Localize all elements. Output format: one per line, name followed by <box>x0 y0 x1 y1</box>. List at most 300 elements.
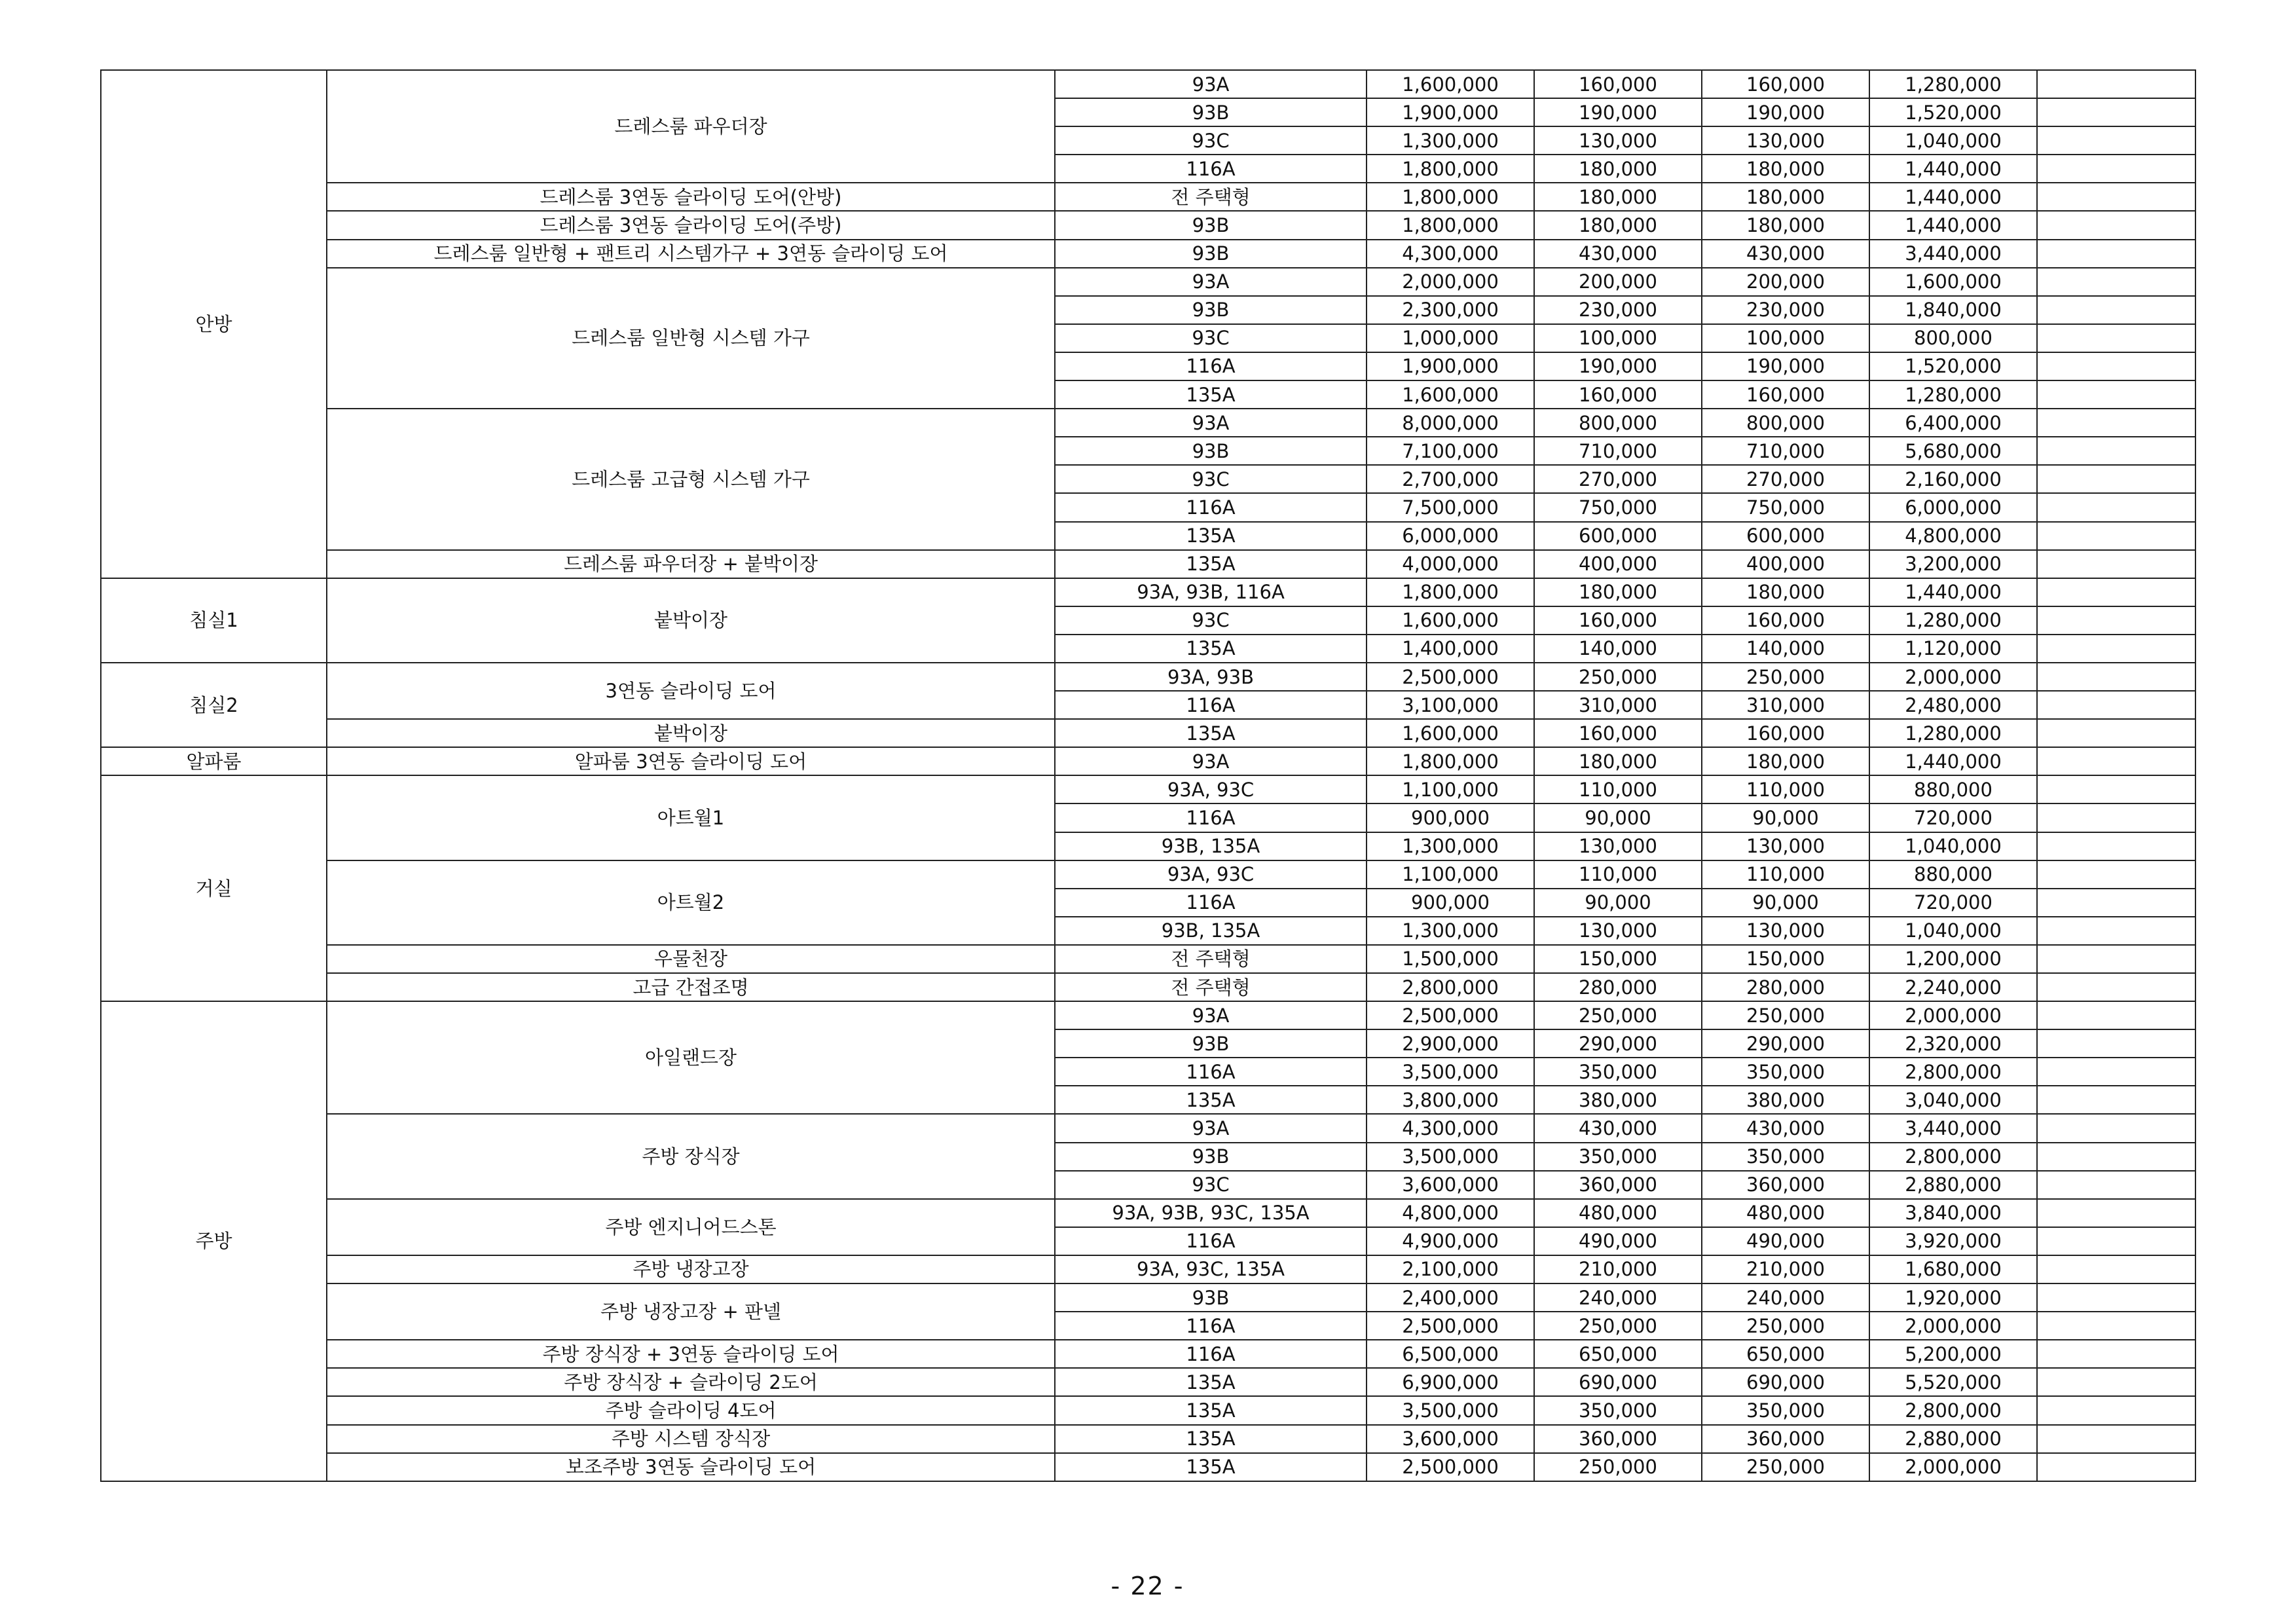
price-cell: 2,500,000 <box>1367 1312 1534 1340</box>
balance-2-cell: 1,040,000 <box>1869 126 2037 155</box>
balance-2-cell: 3,920,000 <box>1869 1227 2037 1255</box>
housing-type-cell: 93C <box>1055 1171 1367 1199</box>
note-cell <box>2037 1114 2195 1142</box>
price-cell: 1,800,000 <box>1367 211 1534 239</box>
note-cell <box>2037 1340 2195 1368</box>
down-payment-cell: 350,000 <box>1534 1143 1702 1171</box>
housing-type-cell: 93A, 93C, 135A <box>1055 1255 1367 1283</box>
down-payment-cell: 600,000 <box>1534 522 1702 550</box>
note-cell <box>2037 1086 2195 1114</box>
price-cell: 1,600,000 <box>1367 719 1534 747</box>
note-cell <box>2037 973 2195 1001</box>
price-cell: 1,600,000 <box>1367 606 1534 635</box>
housing-type-cell: 93B, 135A <box>1055 917 1367 945</box>
balance-1-cell: 180,000 <box>1702 183 1869 211</box>
down-payment-cell: 710,000 <box>1534 437 1702 465</box>
item-name-cell: 드레스룸 파우더장 <box>327 70 1055 183</box>
price-cell: 900,000 <box>1367 803 1534 832</box>
item-name-cell: 주방 냉장고장 <box>327 1255 1055 1283</box>
room-cell: 안방 <box>101 70 327 578</box>
balance-2-cell: 1,200,000 <box>1869 945 2037 973</box>
housing-type-cell: 93B <box>1055 1143 1367 1171</box>
down-payment-cell: 650,000 <box>1534 1340 1702 1368</box>
balance-1-cell: 90,000 <box>1702 889 1869 917</box>
balance-1-cell: 280,000 <box>1702 973 1869 1001</box>
housing-type-cell: 93A <box>1055 409 1367 437</box>
price-cell: 7,100,000 <box>1367 437 1534 465</box>
balance-1-cell: 430,000 <box>1702 240 1869 268</box>
balance-2-cell: 5,520,000 <box>1869 1368 2037 1396</box>
down-payment-cell: 200,000 <box>1534 268 1702 296</box>
balance-2-cell: 2,480,000 <box>1869 691 2037 719</box>
price-cell: 1,500,000 <box>1367 945 1534 973</box>
note-cell <box>2037 945 2195 973</box>
balance-2-cell: 2,800,000 <box>1869 1143 2037 1171</box>
note-cell <box>2037 1368 2195 1396</box>
balance-2-cell: 1,520,000 <box>1869 352 2037 380</box>
down-payment-cell: 280,000 <box>1534 973 1702 1001</box>
price-cell: 4,800,000 <box>1367 1199 1534 1227</box>
item-name-cell: 주방 장식장 + 3연동 슬라이딩 도어 <box>327 1340 1055 1368</box>
housing-type-cell: 135A <box>1055 719 1367 747</box>
note-cell <box>2037 550 2195 578</box>
balance-1-cell: 250,000 <box>1702 663 1869 691</box>
note-cell <box>2037 635 2195 663</box>
price-cell: 3,600,000 <box>1367 1171 1534 1199</box>
balance-2-cell: 2,000,000 <box>1869 1001 2037 1029</box>
price-cell: 1,900,000 <box>1367 98 1534 126</box>
price-cell: 2,400,000 <box>1367 1283 1534 1312</box>
note-cell <box>2037 1029 2195 1058</box>
balance-2-cell: 3,200,000 <box>1869 550 2037 578</box>
price-cell: 1,300,000 <box>1367 126 1534 155</box>
item-name-cell: 붙박이장 <box>327 578 1055 663</box>
table-row <box>101 409 2195 437</box>
housing-type-cell: 93C <box>1055 465 1367 493</box>
price-cell: 1,800,000 <box>1367 155 1534 183</box>
price-cell: 6,500,000 <box>1367 1340 1534 1368</box>
balance-1-cell: 100,000 <box>1702 324 1869 352</box>
balance-2-cell: 4,800,000 <box>1869 522 2037 550</box>
down-payment-cell: 100,000 <box>1534 324 1702 352</box>
balance-1-cell: 90,000 <box>1702 803 1869 832</box>
item-name-cell: 주방 엔지니어드스톤 <box>327 1199 1055 1255</box>
down-payment-cell: 400,000 <box>1534 550 1702 578</box>
table-row <box>101 945 2195 973</box>
balance-2-cell: 800,000 <box>1869 324 2037 352</box>
balance-2-cell: 2,160,000 <box>1869 465 2037 493</box>
item-name-cell: 드레스룸 3연동 슬라이딩 도어(주방) <box>327 211 1055 239</box>
balance-1-cell: 360,000 <box>1702 1425 1869 1453</box>
note-cell <box>2037 352 2195 380</box>
price-cell: 3,500,000 <box>1367 1143 1534 1171</box>
item-name-cell: 붙박이장 <box>327 719 1055 747</box>
room-cell: 알파룸 <box>101 747 327 775</box>
down-payment-cell: 250,000 <box>1534 663 1702 691</box>
balance-1-cell: 180,000 <box>1702 747 1869 775</box>
balance-1-cell: 200,000 <box>1702 268 1869 296</box>
balance-2-cell: 3,440,000 <box>1869 1114 2037 1142</box>
down-payment-cell: 130,000 <box>1534 917 1702 945</box>
item-name-cell: 주방 냉장고장 + 판넬 <box>327 1283 1055 1340</box>
table-row <box>101 578 2195 606</box>
room-cell: 침실2 <box>101 663 327 747</box>
balance-1-cell: 360,000 <box>1702 1171 1869 1199</box>
housing-type-cell: 93B <box>1055 98 1367 126</box>
down-payment-cell: 180,000 <box>1534 211 1702 239</box>
table-row <box>101 1396 2195 1424</box>
balance-1-cell: 250,000 <box>1702 1001 1869 1029</box>
housing-type-cell: 93A <box>1055 70 1367 98</box>
note-cell <box>2037 465 2195 493</box>
table-row <box>101 973 2195 1001</box>
note-cell <box>2037 917 2195 945</box>
item-name-cell: 드레스룸 3연동 슬라이딩 도어(안방) <box>327 183 1055 211</box>
balance-1-cell: 110,000 <box>1702 860 1869 889</box>
balance-2-cell: 1,280,000 <box>1869 606 2037 635</box>
balance-1-cell: 130,000 <box>1702 832 1869 860</box>
housing-type-cell: 116A <box>1055 1340 1367 1368</box>
table-row <box>101 211 2195 239</box>
housing-type-cell: 전 주택형 <box>1055 973 1367 1001</box>
balance-1-cell: 290,000 <box>1702 1029 1869 1058</box>
housing-type-cell: 116A <box>1055 889 1367 917</box>
balance-1-cell: 190,000 <box>1702 352 1869 380</box>
note-cell <box>2037 240 2195 268</box>
down-payment-cell: 190,000 <box>1534 98 1702 126</box>
down-payment-cell: 800,000 <box>1534 409 1702 437</box>
balance-2-cell: 2,000,000 <box>1869 1453 2037 1481</box>
housing-type-cell: 93A, 93B <box>1055 663 1367 691</box>
balance-2-cell: 2,880,000 <box>1869 1425 2037 1453</box>
down-payment-cell: 180,000 <box>1534 578 1702 606</box>
table-row <box>101 70 2195 98</box>
balance-2-cell: 3,040,000 <box>1869 1086 2037 1114</box>
balance-1-cell: 190,000 <box>1702 98 1869 126</box>
price-cell: 3,500,000 <box>1367 1396 1534 1424</box>
balance-2-cell: 1,280,000 <box>1869 70 2037 98</box>
item-name-cell: 주방 장식장 <box>327 1114 1055 1198</box>
note-cell <box>2037 1001 2195 1029</box>
balance-1-cell: 430,000 <box>1702 1114 1869 1142</box>
note-cell <box>2037 775 2195 803</box>
housing-type-cell: 135A <box>1055 1425 1367 1453</box>
down-payment-cell: 90,000 <box>1534 889 1702 917</box>
down-payment-cell: 140,000 <box>1534 635 1702 663</box>
price-cell: 1,400,000 <box>1367 635 1534 663</box>
note-cell <box>2037 860 2195 889</box>
note-cell <box>2037 1227 2195 1255</box>
item-name-cell: 알파룸 3연동 슬라이딩 도어 <box>327 747 1055 775</box>
down-payment-cell: 360,000 <box>1534 1171 1702 1199</box>
balance-1-cell: 310,000 <box>1702 691 1869 719</box>
price-cell: 6,000,000 <box>1367 522 1534 550</box>
note-cell <box>2037 1255 2195 1283</box>
balance-1-cell: 160,000 <box>1702 70 1869 98</box>
price-cell: 2,000,000 <box>1367 268 1534 296</box>
balance-2-cell: 720,000 <box>1869 803 2037 832</box>
down-payment-cell: 110,000 <box>1534 775 1702 803</box>
table-row <box>101 240 2195 268</box>
price-cell: 2,900,000 <box>1367 1029 1534 1058</box>
price-cell: 2,700,000 <box>1367 465 1534 493</box>
balance-2-cell: 3,840,000 <box>1869 1199 2037 1227</box>
balance-2-cell: 2,880,000 <box>1869 1171 2037 1199</box>
balance-1-cell: 380,000 <box>1702 1086 1869 1114</box>
balance-1-cell: 270,000 <box>1702 465 1869 493</box>
balance-1-cell: 180,000 <box>1702 578 1869 606</box>
price-cell: 3,500,000 <box>1367 1058 1534 1086</box>
housing-type-cell: 93B <box>1055 296 1367 324</box>
note-cell <box>2037 1396 2195 1424</box>
balance-2-cell: 1,440,000 <box>1869 183 2037 211</box>
price-cell: 3,800,000 <box>1367 1086 1534 1114</box>
balance-1-cell: 650,000 <box>1702 1340 1869 1368</box>
housing-type-cell: 116A <box>1055 155 1367 183</box>
down-payment-cell: 190,000 <box>1534 352 1702 380</box>
note-cell <box>2037 1171 2195 1199</box>
housing-type-cell: 93A <box>1055 1114 1367 1142</box>
housing-type-cell: 93B <box>1055 437 1367 465</box>
item-name-cell: 주방 시스템 장식장 <box>327 1425 1055 1453</box>
room-cell: 침실1 <box>101 578 327 663</box>
housing-type-cell: 135A <box>1055 380 1367 409</box>
housing-type-cell: 전 주택형 <box>1055 183 1367 211</box>
balance-1-cell: 180,000 <box>1702 211 1869 239</box>
table-row <box>101 1368 2195 1396</box>
housing-type-cell: 전 주택형 <box>1055 945 1367 973</box>
housing-type-cell: 135A <box>1055 1368 1367 1396</box>
balance-1-cell: 230,000 <box>1702 296 1869 324</box>
balance-1-cell: 750,000 <box>1702 493 1869 521</box>
item-name-cell: 아트월1 <box>327 775 1055 860</box>
price-cell: 2,500,000 <box>1367 1001 1534 1029</box>
housing-type-cell: 93A, 93B, 93C, 135A <box>1055 1199 1367 1227</box>
price-cell: 2,300,000 <box>1367 296 1534 324</box>
price-cell: 1,600,000 <box>1367 70 1534 98</box>
balance-1-cell: 350,000 <box>1702 1058 1869 1086</box>
balance-2-cell: 1,600,000 <box>1869 268 2037 296</box>
balance-2-cell: 1,440,000 <box>1869 747 2037 775</box>
note-cell <box>2037 493 2195 521</box>
down-payment-cell: 150,000 <box>1534 945 1702 973</box>
item-name-cell: 드레스룸 일반형 + 팬트리 시스템가구 + 3연동 슬라이딩 도어 <box>327 240 1055 268</box>
housing-type-cell: 135A <box>1055 1086 1367 1114</box>
balance-2-cell: 5,200,000 <box>1869 1340 2037 1368</box>
balance-2-cell: 2,000,000 <box>1869 663 2037 691</box>
price-cell: 2,500,000 <box>1367 1453 1534 1481</box>
price-cell: 1,300,000 <box>1367 917 1534 945</box>
item-name-cell: 우물천장 <box>327 945 1055 973</box>
balance-1-cell: 130,000 <box>1702 917 1869 945</box>
housing-type-cell: 135A <box>1055 522 1367 550</box>
price-cell: 4,300,000 <box>1367 240 1534 268</box>
down-payment-cell: 230,000 <box>1534 296 1702 324</box>
down-payment-cell: 750,000 <box>1534 493 1702 521</box>
note-cell <box>2037 889 2195 917</box>
note-cell <box>2037 663 2195 691</box>
housing-type-cell: 93C <box>1055 126 1367 155</box>
balance-2-cell: 1,440,000 <box>1869 578 2037 606</box>
room-cell: 주방 <box>101 1001 327 1481</box>
price-cell: 900,000 <box>1367 889 1534 917</box>
note-cell <box>2037 211 2195 239</box>
note-cell <box>2037 803 2195 832</box>
down-payment-cell: 250,000 <box>1534 1001 1702 1029</box>
balance-2-cell: 2,000,000 <box>1869 1312 2037 1340</box>
table-row <box>101 860 2195 889</box>
down-payment-cell: 160,000 <box>1534 70 1702 98</box>
note-cell <box>2037 380 2195 409</box>
price-cell: 1,800,000 <box>1367 183 1534 211</box>
housing-type-cell: 93A, 93C <box>1055 860 1367 889</box>
balance-2-cell: 2,240,000 <box>1869 973 2037 1001</box>
price-cell: 1,800,000 <box>1367 747 1534 775</box>
item-name-cell: 보조주방 3연동 슬라이딩 도어 <box>327 1453 1055 1481</box>
balance-1-cell: 250,000 <box>1702 1453 1869 1481</box>
housing-type-cell: 93A <box>1055 1001 1367 1029</box>
balance-2-cell: 1,680,000 <box>1869 1255 2037 1283</box>
balance-2-cell: 1,040,000 <box>1869 917 2037 945</box>
balance-1-cell: 480,000 <box>1702 1199 1869 1227</box>
table-row <box>101 719 2195 747</box>
note-cell <box>2037 691 2195 719</box>
balance-1-cell: 130,000 <box>1702 126 1869 155</box>
balance-2-cell: 880,000 <box>1869 775 2037 803</box>
balance-1-cell: 490,000 <box>1702 1227 1869 1255</box>
balance-2-cell: 720,000 <box>1869 889 2037 917</box>
note-cell <box>2037 183 2195 211</box>
note-cell <box>2037 1199 2195 1227</box>
price-cell: 1,800,000 <box>1367 578 1534 606</box>
down-payment-cell: 430,000 <box>1534 240 1702 268</box>
housing-type-cell: 93A <box>1055 747 1367 775</box>
housing-type-cell: 93C <box>1055 324 1367 352</box>
price-cell: 1,900,000 <box>1367 352 1534 380</box>
item-name-cell: 드레스룸 고급형 시스템 가구 <box>327 409 1055 549</box>
item-name-cell: 주방 장식장 + 슬라이딩 2도어 <box>327 1368 1055 1396</box>
down-payment-cell: 160,000 <box>1534 719 1702 747</box>
balance-1-cell: 110,000 <box>1702 775 1869 803</box>
note-cell <box>2037 1058 2195 1086</box>
note-cell <box>2037 70 2195 98</box>
housing-type-cell: 135A <box>1055 1453 1367 1481</box>
housing-type-cell: 93C <box>1055 606 1367 635</box>
housing-type-cell: 116A <box>1055 691 1367 719</box>
note-cell <box>2037 437 2195 465</box>
table-row <box>101 1255 2195 1283</box>
note-cell <box>2037 1312 2195 1340</box>
housing-type-cell: 93A, 93B, 116A <box>1055 578 1367 606</box>
housing-type-cell: 93B <box>1055 211 1367 239</box>
down-payment-cell: 380,000 <box>1534 1086 1702 1114</box>
note-cell <box>2037 719 2195 747</box>
note-cell <box>2037 606 2195 635</box>
balance-1-cell: 210,000 <box>1702 1255 1869 1283</box>
down-payment-cell: 180,000 <box>1534 747 1702 775</box>
balance-1-cell: 250,000 <box>1702 1312 1869 1340</box>
balance-2-cell: 2,800,000 <box>1869 1396 2037 1424</box>
price-cell: 1,300,000 <box>1367 832 1534 860</box>
balance-2-cell: 880,000 <box>1869 860 2037 889</box>
note-cell <box>2037 578 2195 606</box>
down-payment-cell: 360,000 <box>1534 1425 1702 1453</box>
room-cell: 거실 <box>101 775 327 1001</box>
housing-type-cell: 116A <box>1055 352 1367 380</box>
down-payment-cell: 250,000 <box>1534 1312 1702 1340</box>
down-payment-cell: 110,000 <box>1534 860 1702 889</box>
balance-2-cell: 1,520,000 <box>1869 98 2037 126</box>
note-cell <box>2037 98 2195 126</box>
balance-1-cell: 800,000 <box>1702 409 1869 437</box>
price-cell: 1,100,000 <box>1367 775 1534 803</box>
price-cell: 4,900,000 <box>1367 1227 1534 1255</box>
table-row <box>101 663 2195 691</box>
table-row <box>101 1283 2195 1312</box>
down-payment-cell: 210,000 <box>1534 1255 1702 1283</box>
balance-1-cell: 160,000 <box>1702 606 1869 635</box>
down-payment-cell: 350,000 <box>1534 1058 1702 1086</box>
item-name-cell: 3연동 슬라이딩 도어 <box>327 663 1055 719</box>
balance-2-cell: 1,440,000 <box>1869 155 2037 183</box>
table-row <box>101 1453 2195 1481</box>
note-cell <box>2037 155 2195 183</box>
housing-type-cell: 116A <box>1055 493 1367 521</box>
balance-2-cell: 1,280,000 <box>1869 719 2037 747</box>
housing-type-cell: 135A <box>1055 635 1367 663</box>
balance-1-cell: 140,000 <box>1702 635 1869 663</box>
balance-1-cell: 690,000 <box>1702 1368 1869 1396</box>
balance-2-cell: 3,440,000 <box>1869 240 2037 268</box>
note-cell <box>2037 324 2195 352</box>
note-cell <box>2037 832 2195 860</box>
balance-1-cell: 350,000 <box>1702 1143 1869 1171</box>
price-cell: 3,600,000 <box>1367 1425 1534 1453</box>
item-name-cell: 아일랜드장 <box>327 1001 1055 1114</box>
housing-type-cell: 93B <box>1055 1283 1367 1312</box>
down-payment-cell: 250,000 <box>1534 1453 1702 1481</box>
price-cell: 2,500,000 <box>1367 663 1534 691</box>
price-cell: 1,600,000 <box>1367 380 1534 409</box>
balance-2-cell: 2,800,000 <box>1869 1058 2037 1086</box>
balance-1-cell: 350,000 <box>1702 1396 1869 1424</box>
balance-2-cell: 1,920,000 <box>1869 1283 2037 1312</box>
down-payment-cell: 240,000 <box>1534 1283 1702 1312</box>
table-row <box>101 1425 2195 1453</box>
note-cell <box>2037 296 2195 324</box>
price-cell: 4,300,000 <box>1367 1114 1534 1142</box>
balance-1-cell: 150,000 <box>1702 945 1869 973</box>
item-name-cell: 고급 간접조명 <box>327 973 1055 1001</box>
balance-1-cell: 160,000 <box>1702 380 1869 409</box>
down-payment-cell: 310,000 <box>1534 691 1702 719</box>
balance-1-cell: 180,000 <box>1702 155 1869 183</box>
balance-2-cell: 1,120,000 <box>1869 635 2037 663</box>
price-cell: 8,000,000 <box>1367 409 1534 437</box>
down-payment-cell: 290,000 <box>1534 1029 1702 1058</box>
housing-type-cell: 135A <box>1055 550 1367 578</box>
balance-2-cell: 6,000,000 <box>1869 493 2037 521</box>
table-row <box>101 775 2195 803</box>
balance-2-cell: 5,680,000 <box>1869 437 2037 465</box>
table-row <box>101 747 2195 775</box>
note-cell <box>2037 522 2195 550</box>
balance-2-cell: 1,280,000 <box>1869 380 2037 409</box>
table-row <box>101 1114 2195 1142</box>
table-row <box>101 1199 2195 1227</box>
item-name-cell: 드레스룸 파우더장 + 붙박이장 <box>327 550 1055 578</box>
balance-2-cell: 6,400,000 <box>1869 409 2037 437</box>
